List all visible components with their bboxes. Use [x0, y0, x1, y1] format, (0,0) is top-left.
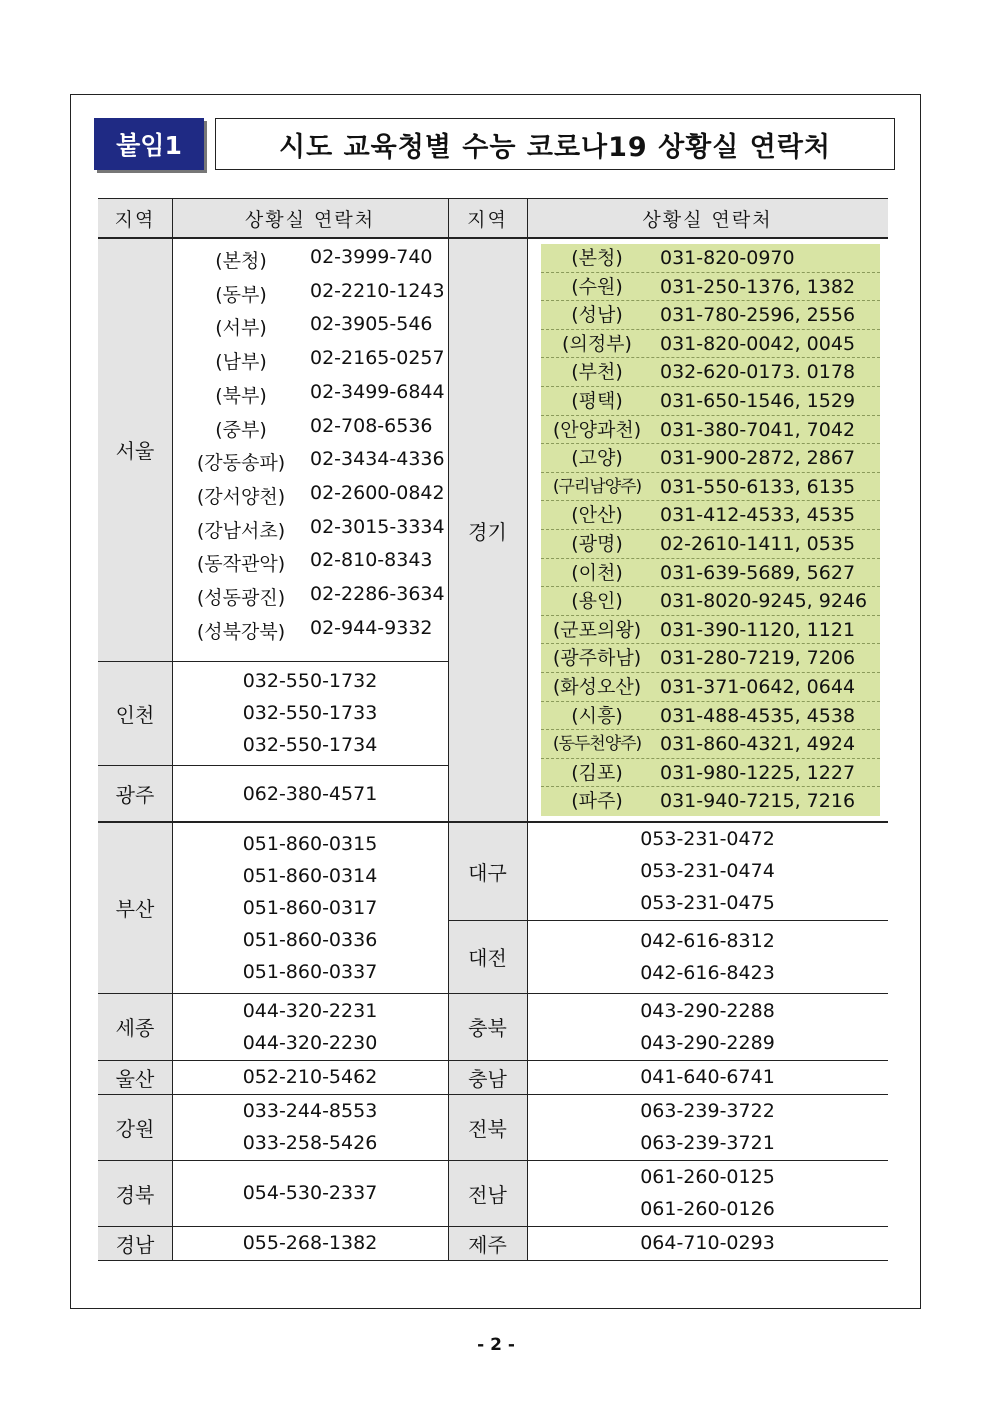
page-title: 시도 교육청별 수능 코로나19 상황실 연락처 [215, 118, 895, 170]
chungnam-contacts [527, 1060, 888, 1094]
daejeon-contacts [527, 920, 888, 993]
header-contact-right: 상황실 연락처 [527, 198, 888, 238]
phone-number: 063-239-3722 [640, 1100, 775, 1122]
table-border [98, 1060, 888, 1061]
page-number: - 2 - [477, 1335, 515, 1355]
gyeonggi-row: (광명) 02-2610-1411, 0535 [541, 530, 880, 559]
gyeonggi-row: (군포의왕) 031-390-1120, 1121 [541, 616, 880, 645]
phone-number: 051-860-0337 [242, 960, 378, 983]
gyeonggi-row: (성남) 031-780-2596, 2556 [541, 301, 880, 330]
table-border [98, 1094, 888, 1095]
gwangju-contacts [172, 765, 448, 822]
gyeonggi-row: (김포) 031-980-1225, 1227 [541, 759, 880, 788]
region-chungbuk: 충북 [448, 993, 527, 1060]
gyeonggi-row: (파주) 031-940-7215, 7216 [571, 790, 856, 813]
seoul-row: (서부) 02-3905-546 [215, 313, 433, 340]
gyeonggi-row: (고양) 031-900-2872, 2867 [541, 444, 880, 473]
gangwon-contacts [172, 1094, 448, 1160]
phone-number: 051-860-0317 [242, 896, 378, 919]
region-gangwon: 강원 [98, 1094, 172, 1160]
phone-number: 052-210-5462 [242, 1066, 378, 1088]
table-border [448, 198, 449, 1260]
header-contact-left: 상황실 연락처 [172, 198, 448, 238]
gyeonggi-contacts [541, 244, 880, 816]
region-jeonbuk: 전북 [448, 1094, 527, 1160]
table-border [172, 661, 448, 662]
attachment-badge: 붙임1 [94, 118, 204, 170]
phone-number: 042-616-8423 [640, 961, 775, 984]
phone-number: 062-380-4571 [242, 782, 378, 805]
region-seoul: 서울 [98, 238, 172, 661]
phone-number: 053-231-0472 [640, 828, 775, 850]
gyeonggi-row: (평택) 031-650-1546, 1529 [541, 387, 880, 416]
phone-number: 032-550-1733 [242, 702, 378, 724]
gyeongbuk-contacts [172, 1160, 448, 1226]
gyeonggi-row: (본청) 031-820-0970 [541, 244, 880, 273]
table-border [172, 198, 173, 1260]
gyeonggi-row: (시흥) 031-488-4535, 4538 [541, 702, 880, 731]
region-jeju: 제주 [448, 1226, 527, 1260]
region-chungnam: 충남 [448, 1060, 527, 1094]
seoul-row: (성북강북) 02-944-9332 [196, 616, 433, 643]
jeonbuk-contacts [527, 1094, 888, 1160]
region-busan: 부산 [98, 822, 172, 993]
phone-number: 032-550-1732 [242, 670, 378, 692]
phone-number: 061-260-0125 [640, 1166, 775, 1188]
phone-number: 054-530-2337 [242, 1182, 378, 1204]
ulsan-contacts [172, 1060, 448, 1094]
daegu-contacts [527, 822, 888, 920]
phone-number: 044-320-2230 [242, 1031, 378, 1054]
table-border [98, 993, 888, 994]
region-ulsan: 울산 [98, 1060, 172, 1094]
seoul-row: (강동송파) 02-3434-4336 [196, 448, 445, 475]
phone-number: 043-290-2289 [640, 1031, 775, 1054]
table-border [98, 237, 888, 239]
gyeonggi-row: (수원) 031-250-1376, 1382 [541, 273, 880, 302]
table-border [98, 765, 448, 766]
region-gwangju: 광주 [98, 765, 172, 822]
phone-number: 064-710-0293 [640, 1232, 775, 1254]
phone-number: 063-239-3721 [640, 1132, 775, 1154]
phone-number: 053-231-0475 [640, 892, 775, 914]
gyeonggi-row: (부천) 032-620-0173. 0178 [541, 358, 880, 387]
region-jeonnam: 전남 [448, 1160, 527, 1226]
region-incheon: 인천 [98, 661, 172, 765]
table-border [448, 920, 888, 921]
region-daejeon: 대전 [448, 920, 527, 993]
phone-number: 051-860-0315 [242, 832, 378, 855]
seoul-contacts [172, 246, 448, 656]
gyeonggi-row: (의정부) 031-820-0042, 0045 [541, 330, 880, 359]
gyeonggi-row: (안양과천) 031-380-7041, 7042 [541, 416, 880, 445]
phone-number: 041-640-6741 [640, 1066, 775, 1088]
incheon-contacts [172, 661, 448, 765]
phone-number: 032-550-1734 [242, 734, 378, 756]
table-border [98, 821, 888, 823]
phone-number: 043-290-2288 [640, 999, 775, 1022]
gyeongnam-contacts [172, 1226, 448, 1260]
region-gyeongbuk: 경북 [98, 1160, 172, 1226]
phone-number: 051-860-0314 [242, 864, 378, 887]
region-gyeonggi: 경기 [448, 238, 527, 822]
seoul-row: (동부) 02-2210-1243 [215, 279, 445, 306]
phone-number: 033-244-8553 [242, 1100, 378, 1122]
gyeonggi-row: (이천) 031-639-5689, 5627 [541, 559, 880, 588]
chungbuk-contacts [527, 993, 888, 1060]
gyeonggi-row: (구리남양주) 031-550-6133, 6135 [541, 473, 880, 502]
gyeonggi-row: (화성오산) 031-371-0642, 0644 [541, 673, 880, 702]
table-border [98, 1226, 888, 1227]
table-border [527, 198, 528, 1260]
jeonnam-contacts [527, 1160, 888, 1226]
gyeonggi-row: (동두천양주) 031-860-4321, 4924 [541, 730, 880, 759]
seoul-row: (북부) 02-3499-6844 [215, 380, 445, 407]
region-gyeongnam: 경남 [98, 1226, 172, 1260]
seoul-row: (남부) 02-2165-0257 [215, 347, 445, 374]
seoul-row: (중부) 02-708-6536 [215, 414, 433, 441]
table-border [98, 661, 172, 662]
region-sejong: 세종 [98, 993, 172, 1060]
gyeonggi-row: (광주하남) 031-280-7219, 7206 [541, 644, 880, 673]
phone-number: 061-260-0126 [640, 1198, 775, 1220]
header-region-right: 지역 [448, 198, 527, 238]
contact-table [98, 198, 888, 1260]
phone-number: 055-268-1382 [242, 1232, 378, 1254]
table-border [98, 198, 888, 199]
seoul-row: (강서양천) 02-2600-0842 [196, 481, 445, 508]
gyeonggi-row: (안산) 031-412-4533, 4535 [541, 501, 880, 530]
seoul-row: (동작관악) 02-810-8343 [196, 549, 433, 576]
gyeonggi-row: (용인) 031-8020-9245, 9246 [541, 587, 880, 616]
header-region-left: 지역 [98, 198, 172, 238]
seoul-row: (성동광진) 02-2286-3634 [196, 583, 445, 609]
phone-number: 044-320-2231 [242, 999, 378, 1022]
busan-contacts [172, 822, 448, 993]
region-daegu: 대구 [448, 822, 527, 920]
table-border [98, 1260, 888, 1261]
phone-number: 051-860-0336 [242, 928, 378, 951]
jeju-contacts [527, 1226, 888, 1260]
phone-number: 053-231-0474 [640, 860, 775, 882]
phone-number: 042-616-8312 [640, 929, 775, 952]
table-border [98, 1160, 888, 1161]
phone-number: 033-258-5426 [242, 1132, 378, 1154]
seoul-row: (강남서초) 02-3015-3334 [196, 515, 445, 542]
sejong-contacts [172, 993, 448, 1060]
seoul-row: (본청) 02-3999-740 [215, 246, 433, 272]
